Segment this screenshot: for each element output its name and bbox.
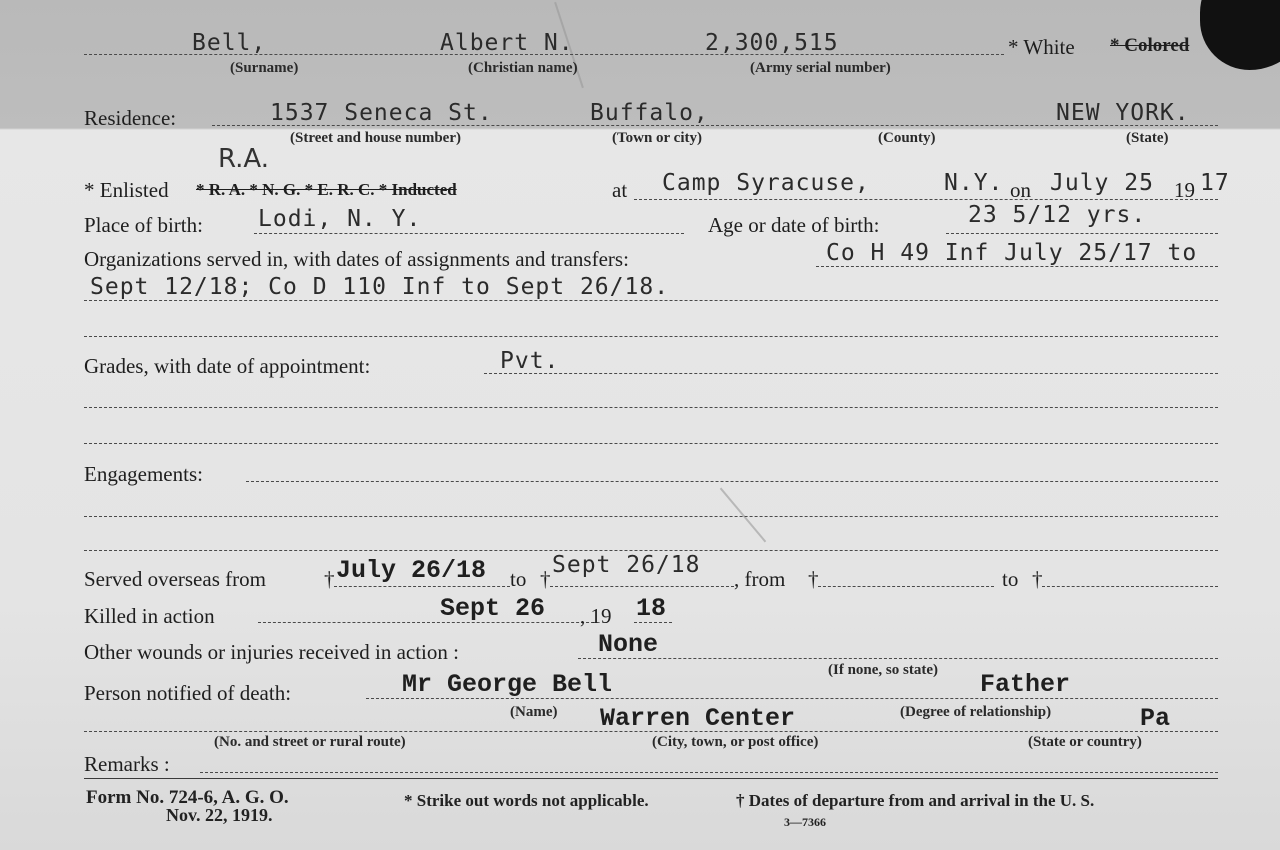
form-date: Nov. 22, 1919. [166, 805, 273, 825]
grades-label: Grades, with date of appointment: [84, 354, 371, 378]
notified-address-line [84, 731, 1218, 732]
notified-name-caption: (Name) [510, 704, 558, 720]
town-caption: (Town or city) [612, 130, 702, 146]
organizations-value-1: Co H 49 Inf July 25/17 to [826, 240, 1198, 266]
county-caption: (County) [878, 130, 936, 146]
overseas-from2-line [818, 586, 994, 587]
organizations-line-3 [84, 336, 1218, 337]
enlisted-state-value: N.Y. [944, 170, 1004, 196]
age-label: Age or date of birth: [708, 213, 880, 237]
killed-year-line [634, 622, 672, 623]
wounds-label: Other wounds or injuries received in action : [84, 640, 459, 664]
grades-line-3 [84, 443, 1218, 444]
organizations-value-2: Sept 12/18; Co D 110 Inf to Sept 26/18. [90, 274, 670, 300]
killed-year-value: 18 [636, 594, 667, 623]
overseas-to2-line [1042, 586, 1218, 587]
place-of-birth-label: Place of birth: [84, 213, 203, 237]
footer-rule [84, 778, 1218, 779]
place-of-birth-value: Lodi, N. Y. [258, 206, 422, 232]
street-caption: (Street and house number) [290, 130, 461, 146]
christian-name-value: Albert N. [440, 30, 574, 56]
overseas-dagger-2: † [540, 567, 551, 591]
engagements-label: Engagements: [84, 462, 203, 486]
notified-city-value: Warren Center [600, 704, 796, 733]
street-route-caption: (No. and street or rural route) [214, 734, 406, 750]
form-number: Form No. 724-6, A. G. O. [86, 787, 289, 808]
residence-town-value: Buffalo, [590, 100, 709, 126]
struck-enlistment-options: * R. A. * N. G. * E. R. C. * Inducted [196, 180, 457, 199]
age-line [946, 233, 1218, 234]
enlisted-at-label: at [612, 178, 628, 202]
notified-label: Person notified of death: [84, 681, 292, 705]
residence-label: Residence: [84, 106, 177, 130]
overseas-label: Served overseas from [84, 567, 266, 591]
enlisted-date-value: July 25 [1050, 170, 1154, 196]
city-caption: (City, town, or post office) [652, 734, 819, 750]
wounds-line [578, 658, 1218, 659]
race-white-label: * White [1008, 35, 1075, 59]
engagements-line-3 [84, 550, 1218, 551]
overseas-from-line [334, 586, 510, 587]
remarks-label: Remarks : [84, 752, 170, 776]
notified-state-value: Pa [1140, 704, 1171, 733]
overseas-to-label: to [510, 567, 527, 591]
residence-street-value: 1537 Seneca St. [270, 100, 493, 126]
enlisted-line [634, 199, 1218, 200]
enlisted-on-label: on [1010, 178, 1031, 202]
overseas-to-line [550, 586, 734, 587]
engagements-line-2 [84, 516, 1218, 517]
strike-note: * Strike out words not applicable. [404, 791, 649, 810]
residence-state-value: NEW YORK. [1056, 100, 1190, 126]
organizations-line-1 [816, 266, 1218, 267]
state-caption: (State) [1126, 130, 1169, 146]
wounds-value: None [598, 630, 659, 659]
race-colored-label: * Colored [1110, 35, 1190, 56]
dates-note: † Dates of departure from and arrival in the U. S. [736, 791, 1095, 810]
enlisted-label: * Enlisted [84, 178, 169, 202]
state-country-caption: (State or country) [1028, 734, 1142, 750]
wounds-caption: (If none, so state) [828, 662, 938, 678]
overseas-to-value: Sept 26/18 [552, 552, 701, 578]
paper-crease [720, 488, 767, 543]
overseas-dagger-4: † [1032, 567, 1043, 591]
surname-caption: (Surname) [230, 60, 299, 76]
organizations-label: Organizations served in, with dates of assignments and transfers: [84, 247, 629, 271]
engagements-line-1 [246, 481, 1218, 482]
killed-label: Killed in action [84, 604, 215, 628]
grades-value: Pvt. [500, 348, 560, 374]
grades-line-2 [84, 407, 1218, 408]
enlisted-year-prefix: 19 [1174, 178, 1195, 202]
christian-name-caption: (Christian name) [468, 60, 578, 76]
overseas-to2-label: to [1002, 567, 1019, 591]
overseas-from-value: July 26/18 [336, 556, 487, 585]
serial-number-value: 2,300,515 [705, 30, 839, 56]
killed-date-value: Sept 26 [440, 594, 546, 623]
grades-line-1 [484, 373, 1218, 374]
ink-blot-stain [1200, 0, 1280, 70]
surname-value: Bell, [192, 30, 267, 56]
ra-handwritten-note: R.A. [218, 144, 269, 174]
print-code: 3—7366 [784, 815, 826, 829]
organizations-line-2 [84, 300, 1218, 301]
remarks-line [200, 772, 1218, 773]
notified-name-value: Mr George Bell [402, 670, 613, 699]
enlisted-place-value: Camp Syracuse, [662, 170, 870, 196]
notified-relationship-caption: (Degree of relationship) [900, 704, 1052, 720]
killed-year-prefix: , 19 [580, 604, 612, 628]
place-of-birth-line [254, 233, 684, 234]
overseas-from2-label: , from [734, 567, 786, 591]
notified-relationship-value: Father [980, 670, 1071, 699]
age-value: 23 5/12 yrs. [968, 202, 1147, 228]
overseas-dagger-3: † [808, 567, 819, 591]
enlisted-year-value: 17 [1200, 170, 1230, 196]
serial-caption: (Army serial number) [750, 60, 891, 76]
overseas-dagger-1: † [324, 567, 335, 591]
